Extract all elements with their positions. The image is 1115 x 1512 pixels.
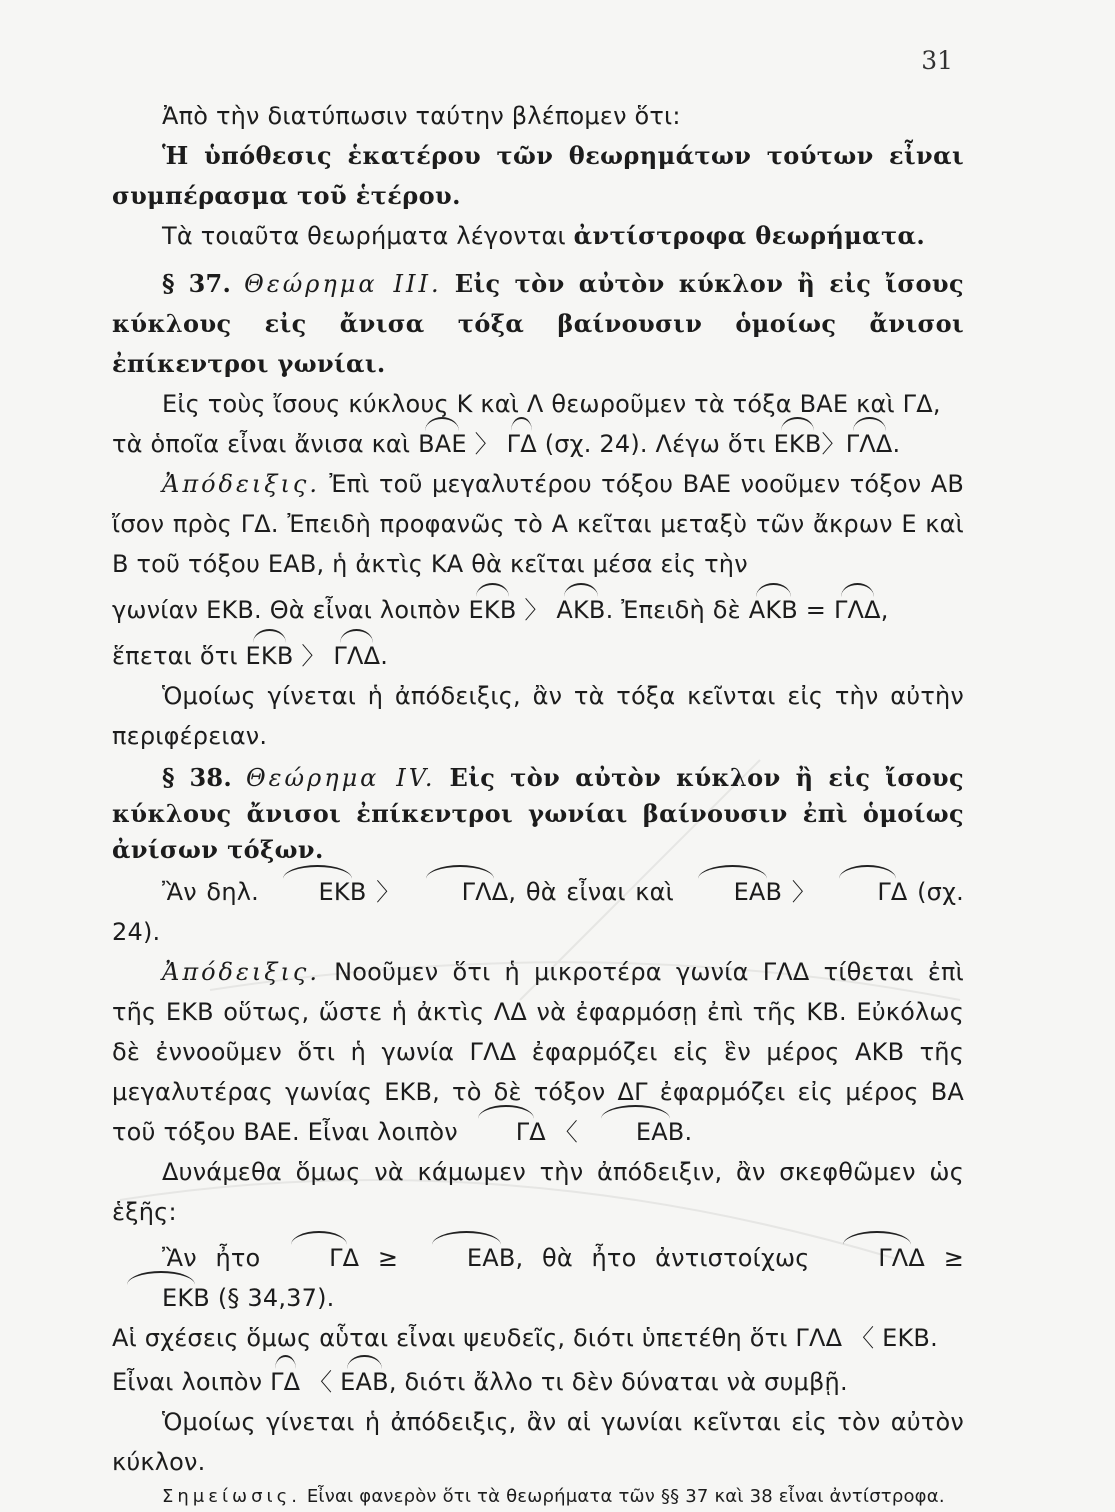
text-span: Ἂν ἦτο <box>162 1244 261 1272</box>
ge-symbol: ≥ <box>377 1244 399 1272</box>
arc-symbol: ΕΑΒ <box>340 1362 389 1402</box>
theorem-38-contradiction: Αἱ σχέσεις ὅμως αὗται εἶναι ψευδεῖς, διότι ὑπετέθη ὅτι ΓΛΔ 〈 ΕΚΒ. <box>112 1324 938 1352</box>
text-span: γωνίαν ΕΚΒ. Θὰ εἶναι λοιπὸν <box>112 596 461 624</box>
theorem-38-assumption <box>112 1238 964 1318</box>
theorem-label: Θεώρημα III. <box>244 270 442 298</box>
section-number: § 37. <box>162 269 231 298</box>
arc-symbol: ΓΔ <box>466 1112 546 1152</box>
footnote <box>112 1482 964 1512</box>
page-number: 31 <box>921 46 953 75</box>
gt-symbol: 〉 <box>524 596 549 624</box>
angle-symbol: ΕΚΒ <box>269 872 367 912</box>
angle-symbol: ΑΚΒ <box>556 590 605 630</box>
angle-symbol: ΑΚΒ <box>749 590 798 630</box>
gt-symbol: 〉 <box>301 642 326 670</box>
converse-term: ἀντίστροφα θεωρήματα. <box>573 221 926 250</box>
arc-symbol: ΕΑΒ <box>586 1112 685 1152</box>
text-span: (σχ. 24). Λέγω ὅτι <box>544 430 766 458</box>
angle-symbol: ΓΛΔ <box>333 636 380 676</box>
arc-symbol: ΕΑΒ <box>684 872 783 912</box>
theorem-37-heading <box>112 264 964 384</box>
proof-label: Ἀπόδειξις. <box>162 958 320 986</box>
angle-symbol: ΓΛΔ <box>834 590 881 630</box>
text-span: ἕπεται ὅτι <box>112 642 238 670</box>
text-span: , διότι ἄλλο τι δὲν δύναται νὰ συμβῇ. <box>388 1368 848 1396</box>
gt-symbol: 〉 <box>821 430 846 458</box>
angle-symbol: ΓΛΔ <box>846 424 893 464</box>
text-span: , θὰ εἶναι καὶ <box>508 878 674 906</box>
theorem-label: Θεώρημα IV. <box>245 764 436 792</box>
text-span: , θὰ ἦτο ἀντιστοίχως <box>515 1244 810 1272</box>
theorem-38-proof <box>112 952 964 1152</box>
arc-symbol: ΓΔ <box>279 1238 359 1278</box>
theorem-37-setup: Εἰς τοὺς ἴσους κύκλους Κ καὶ Λ θεωροῦμεν τὰ τόξα ΒΑΕ καὶ ΓΔ, <box>162 390 941 418</box>
proof-label: Ἀπόδειξις. <box>162 470 320 498</box>
text-span: . <box>684 1118 693 1146</box>
theorem-37-remark: Ὁμοίως γίνεται ἡ ἀπόδειξις, ἂν τὰ τόξα κεῖνται εἰς τὴν αὐτὴν περιφέρειαν. <box>112 682 964 750</box>
theorem-37-proof <box>112 464 964 584</box>
gt-symbol: 〉 <box>376 878 403 906</box>
angle-symbol: ΓΛΔ <box>412 872 509 912</box>
theorem-38-conclusion <box>112 1362 964 1402</box>
theorem-statement: Εἰς τὸν αὐτὸν κύκλον ἢ εἰς ἴσους κύκλους εἰς ἄνισα τόξα βαίνουσιν ὁμοίως ἄνισοι ἐπίκεντροι γωνίαι. <box>112 269 964 378</box>
intro-line: Ἀπὸ τὴν διατύπωσιν ταύτην βλέπομεν ὅτι: <box>162 102 681 130</box>
text-span: . Ἐπειδὴ δὲ <box>605 596 741 624</box>
angle-symbol: ΕΚΒ <box>112 1278 210 1318</box>
text-span: Νοοῦμεν ὅτι ἡ μικροτέρα γωνία ΓΛΔ τίθεται ἐπὶ τῆς ΕΚΒ οὕτως, ὥστε ἡ ἀκτὶς ΛΔ νὰ ἐφαρμόσῃ ἐπὶ τῆς ΚΒ. Εὐκόλως δὲ ἐννοοῦμεν ὅτι ἡ γωνία ΓΛΔ ἐφαρμόζει εἰς ἓν μέρος ΑΚΒ τῆς μεγαλυτέρας γωνίας ΕΚΒ, τὸ δὲ τόξον ΔΓ ἐφαρμόζει εἰς μέρος ΒΑ τοῦ τόξου ΒΑΕ. Εἶναι λοιπὸν <box>112 958 964 1146</box>
footnote-label: Σημείωσις. <box>162 1486 301 1507</box>
page-body <box>112 96 964 1512</box>
text-span: Ἐπὶ τοῦ μεγαλυτέρου τόξου ΒΑΕ νοοῦμεν τόξον ΑΒ ἴσον πρὸς ΓΔ. Ἐπειδὴ προφανῶς τὸ Α κεῖται μεταξὺ τῶν ἄκρων Ε καὶ Β τοῦ τόξου ΕΑΒ, ἡ ἀκτὶς ΚΑ θὰ κεῖται μέσα εἰς τὴν <box>112 470 964 578</box>
text-span: . <box>380 642 389 670</box>
text-span: Εἶναι λοιπὸν <box>112 1368 263 1396</box>
text-span: τὰ ὁποῖα εἶναι ἄνισα καὶ <box>112 430 411 458</box>
theorem-38-claim <box>112 872 964 952</box>
arc-symbol: ΕΑΒ <box>417 1238 516 1278</box>
ge-symbol: ≥ <box>943 1244 964 1272</box>
theorem-38-alt-proof: Δυνάμεθα ὅμως νὰ κάμωμεν τὴν ἀπόδειξιν, ἂν σκεφθῶμεν ὡς ἑξῆς: <box>112 1158 964 1226</box>
theorem-37-conclusion <box>112 636 964 676</box>
section-number: § 38. <box>162 763 232 792</box>
lt-symbol: 〈 <box>553 1118 578 1146</box>
text-span: (§ 34,37). <box>217 1284 335 1312</box>
gt-symbol: 〉 <box>474 430 499 458</box>
arc-symbol: ΓΔ <box>507 424 537 464</box>
converse-definition <box>112 216 964 256</box>
lt-symbol: 〈 <box>308 1368 333 1396</box>
theorem-37-claim <box>112 424 964 464</box>
angle-symbol: ΕΚΒ <box>246 636 294 676</box>
eq-symbol: = <box>805 596 827 624</box>
arc-symbol: ΓΔ <box>270 1362 300 1402</box>
converse-text: Τὰ τοιαῦτα θεωρήματα λέγονται <box>162 222 566 250</box>
text-span: (σχ. 24). <box>112 878 964 946</box>
angle-symbol: ΕΚΒ <box>469 590 517 630</box>
text-span: , <box>880 596 889 624</box>
theorem-38-heading <box>112 760 964 868</box>
theorem-37-proof-cont <box>112 590 964 630</box>
arc-symbol: ΓΔ <box>827 872 907 912</box>
text-span: Ἂν δηλ. <box>162 878 259 906</box>
theorem-statement: Εἰς τὸν αὐτὸν κύκλον ἢ εἰς ἴσους κύκλους ἄνισοι ἐπίκεντροι γωνίαι βαίνουσιν ἐπὶ ὁμοίως ἀνίσων τόξων. <box>112 763 964 864</box>
gt-symbol: 〉 <box>791 878 818 906</box>
footnote-text: Εἶναι φανερὸν ὅτι τὰ θεωρήματα τῶν §§ 37 καὶ 38 εἶναι ἀντίστροφα. <box>306 1486 945 1507</box>
text-span: . <box>892 430 901 458</box>
angle-symbol: ΓΛΔ <box>828 1238 925 1278</box>
theorem-38-remark: Ὁμοίως γίνεται ἡ ἀπόδειξις, ἂν αἱ γωνίαι κεῖνται εἰς τὸν αὐτὸν κύκλον. <box>112 1408 964 1476</box>
converse-principle: Ἡ ὑπόθεσις ἑκατέρου τῶν θεωρημάτων τούτων εἶναι συμπέρασμα τοῦ ἑτέρου. <box>112 141 964 210</box>
arc-symbol: ΒΑΕ <box>418 424 467 464</box>
angle-symbol: ΕΚΒ <box>774 424 822 464</box>
